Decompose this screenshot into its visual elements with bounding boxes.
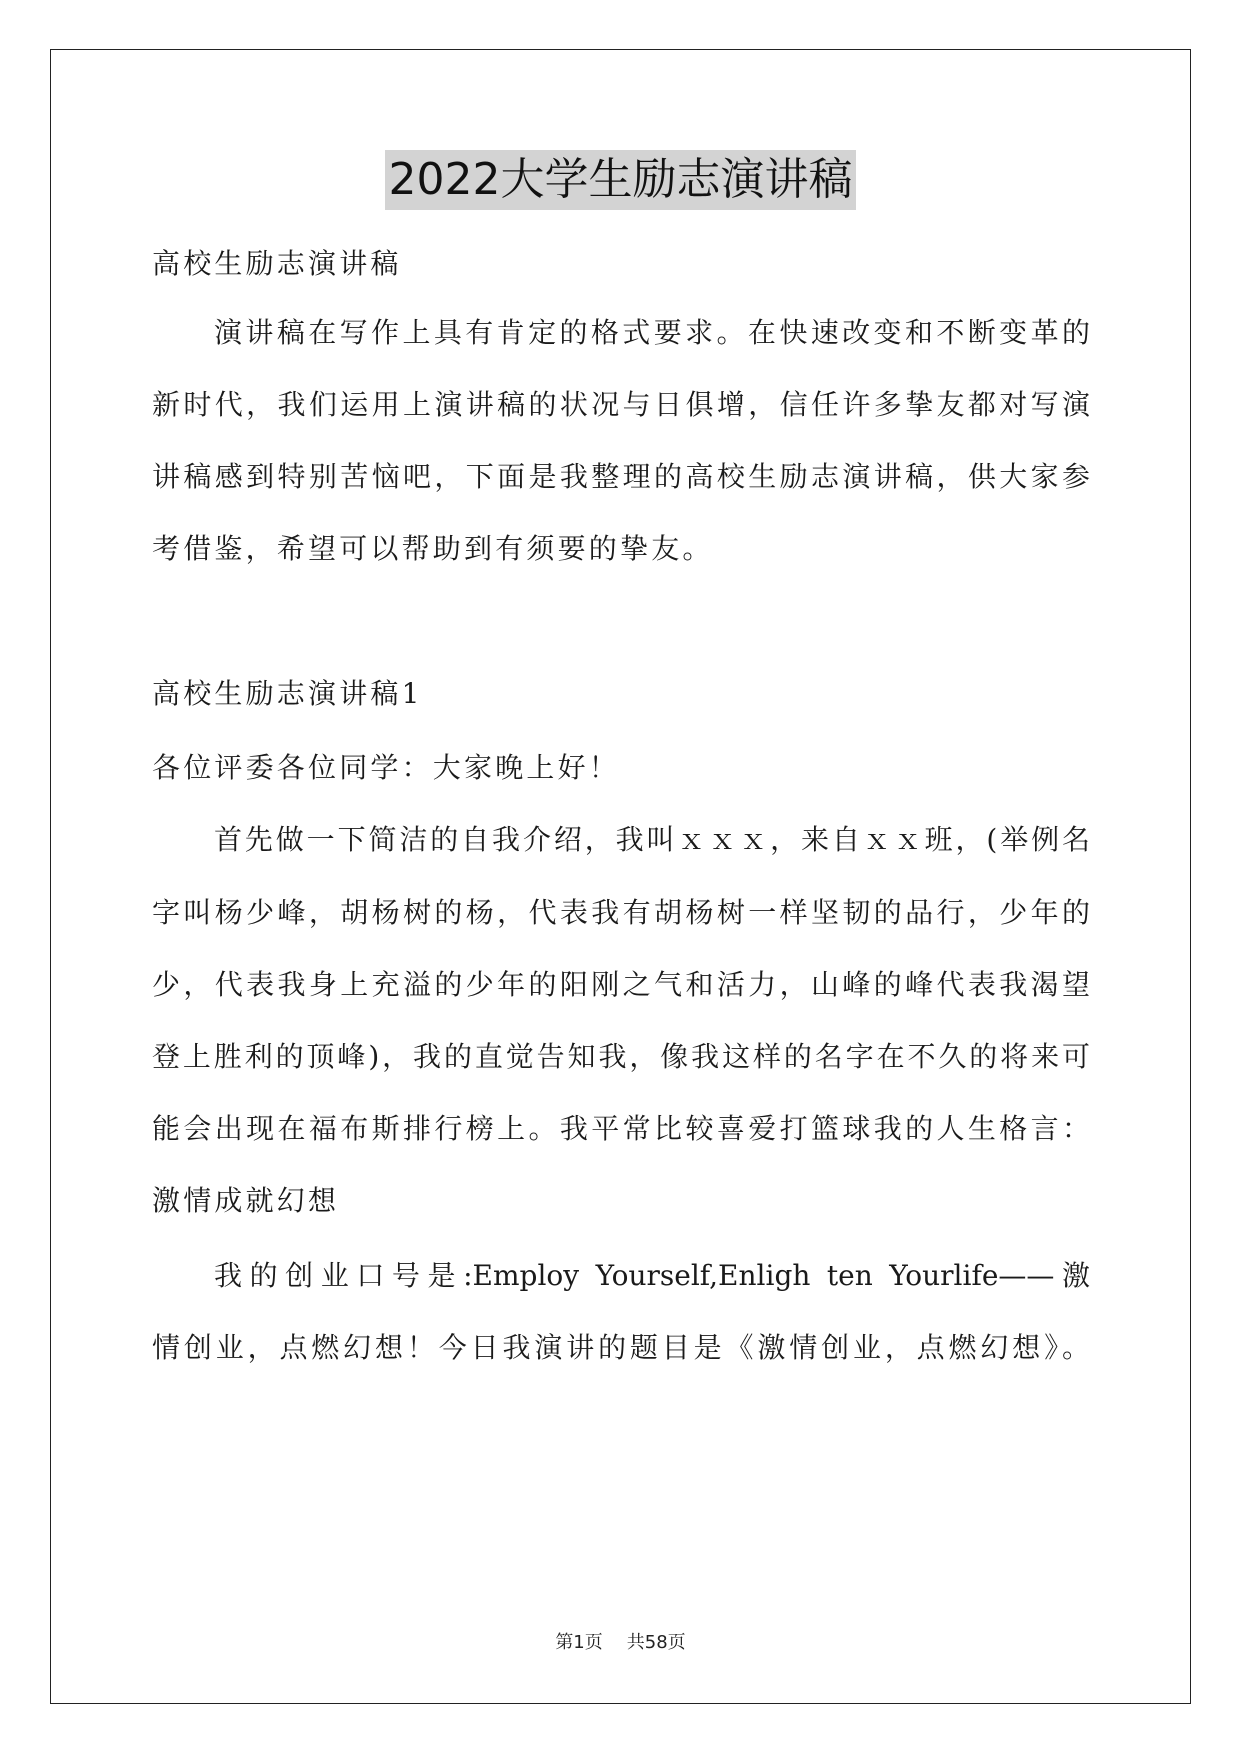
page-number: 第1页 (555, 1632, 603, 1653)
paragraph-line: 新时代，我们运用上演讲稿的状况与日俱增，信任许多挚友都对写演 (152, 388, 1090, 421)
paragraph-line: 情创业，点燃幻想！今日我演讲的题目是《激情创业，点燃幻想》。 (152, 1331, 1090, 1364)
paragraph-line: 登上胜利的顶峰)，我的直觉告知我，像我这样的名字在不久的将来可 (152, 1040, 1090, 1073)
section-heading: 高校生励志演讲稿 (152, 247, 402, 280)
paragraph-line: 少，代表我身上充溢的少年的阳刚之气和活力，山峰的峰代表我渴望 (152, 968, 1090, 1001)
page-total: 共58页 (626, 1632, 686, 1653)
title-container (0, 150, 1241, 210)
paragraph-line: 我的创业口号是:Employ Yourself,Enligh ten Yourlife——激 (214, 1259, 1090, 1292)
document-title: 2022大学生励志演讲稿 (385, 150, 857, 210)
page-footer (0, 1628, 1241, 1654)
paragraph-line: 考借鉴，希望可以帮助到有须要的挚友。 (152, 532, 714, 565)
paragraph-line: 字叫杨少峰，胡杨树的杨，代表我有胡杨树一样坚韧的品行，少年的 (152, 896, 1090, 929)
salutation: 各位评委各位同学：大家晚上好！ (152, 751, 621, 784)
page-border (50, 49, 1191, 1704)
paragraph-line: 激情成就幻想 (152, 1184, 340, 1217)
paragraph-line: 讲稿感到特别苦恼吧，下面是我整理的高校生励志演讲稿，供大家参 (152, 460, 1090, 493)
paragraph-line: 演讲稿在写作上具有肯定的格式要求。在快速改变和不断变革的 (214, 316, 1090, 349)
paragraph-line: 能会出现在福布斯排行榜上。我平常比较喜爱打篮球我的人生格言： (152, 1112, 1090, 1145)
paragraph-line: 首先做一下简洁的自我介绍，我叫ｘｘｘ，来自ｘｘ班，(举例名 (214, 823, 1090, 856)
section-heading: 高校生励志演讲稿1 (152, 677, 423, 710)
